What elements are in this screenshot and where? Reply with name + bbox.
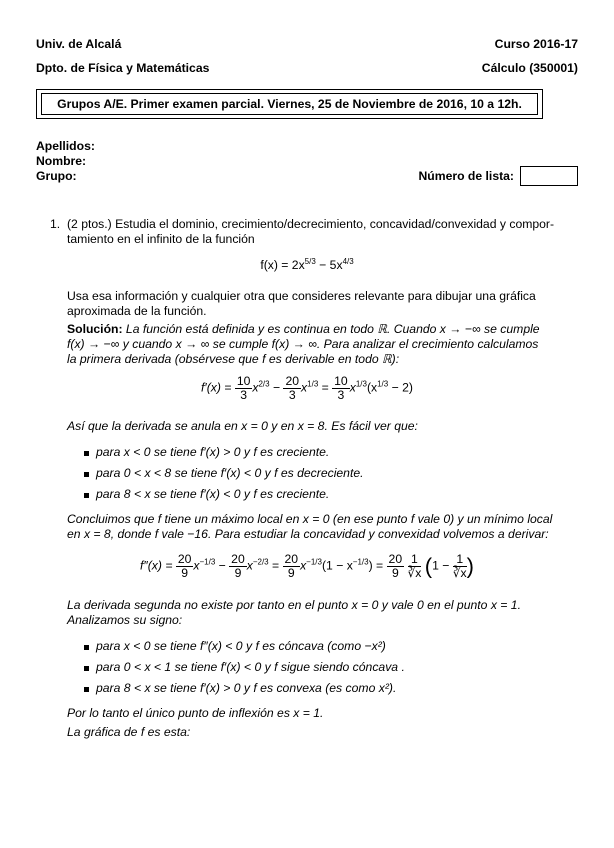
deriv2-lhs: f″(x) =	[140, 558, 176, 573]
list-number-label: Número de lista:	[418, 169, 514, 183]
bullet-mark	[84, 660, 93, 674]
first-derivative-formula	[0, 375, 614, 402]
deriv2-paren-open: (	[424, 553, 433, 579]
solution-line1	[67, 322, 579, 337]
usa-line1: Usa esa información y cualquier otra que consideres relevante para dibujar una gráfica	[67, 289, 536, 303]
deriv1-t4: (x	[366, 380, 378, 395]
deriv1-frac2	[283, 375, 301, 402]
solution-line3: la primera derivada (obsérvese que f es derivable en todo ℝ):	[67, 352, 400, 366]
function-mid: − 5x	[315, 258, 343, 272]
bullet2-1: para x < 0 se tiene f″(x) < 0 y f es cóncava (como −x²)	[96, 639, 386, 653]
deriv2-frac4-den: 9	[391, 566, 399, 580]
bullet2-2: para 0 < x < 1 se tiene f′(x) < 0 y f sigue siendo cóncava .	[96, 660, 405, 674]
deriv2-frac6-num: 1	[453, 553, 467, 567]
name-label: Nombre:	[36, 154, 87, 168]
deriv2-t3: x	[300, 558, 307, 573]
function-exp2: 4/3	[342, 257, 354, 266]
bullet1-1: para x < 0 se tiene f′(x) > 0 y f es creciente.	[96, 445, 330, 459]
usa-line2: aproximada de la función.	[67, 304, 207, 318]
bullet-mark	[84, 466, 93, 480]
group-label: Grupo:	[36, 169, 77, 183]
deriv1-frac1	[235, 375, 253, 402]
deriv1-frac3-num: 10	[334, 374, 348, 388]
deriv2-paren-close: )	[466, 553, 474, 579]
deriv2-frac4-num: 20	[388, 552, 403, 566]
deriv2-frac2	[229, 553, 247, 580]
deriv2-frac1-den: 9	[181, 566, 188, 580]
deriv2-e4: −1/3	[352, 557, 369, 567]
deriv2-frac5-num: 1	[408, 553, 422, 567]
zero-text: Así que la derivada se anula en x = 0 y en x = 8. Es fácil ver que:	[67, 419, 418, 433]
deriv1-frac3	[332, 375, 350, 402]
deriv2-one-minus: 1 −	[432, 558, 453, 573]
deriv1-t1: x	[252, 380, 259, 395]
second-line2: Analizamos su signo:	[67, 613, 183, 627]
deriv1-frac2-den: 3	[288, 388, 296, 402]
deriv2-e2: −2/3	[252, 557, 269, 567]
subject-name: Cálculo (350001)	[481, 61, 578, 75]
deriv1-minus: −	[269, 380, 284, 395]
bullet1-2: para 0 < x < 8 se tiene f′(x) < 0 y f es decreciente.	[96, 466, 364, 480]
deriv2-frac3-den: 9	[287, 566, 295, 580]
second-derivative-formula	[0, 553, 614, 580]
graph-text: La gráfica de f es esta:	[67, 725, 191, 739]
conclude-line1: Concluimos que f tiene un máximo local en x = 0 (en ese punto f vale 0) y un mínimo local	[67, 512, 553, 526]
deriv2-t1: x	[193, 558, 200, 573]
deriv1-lhs: f′(x) =	[201, 380, 235, 395]
deriv2-frac6-den: ∛x	[452, 566, 467, 580]
deriv2-e1: −1/3	[199, 557, 216, 567]
deriv2-eq: =	[268, 558, 283, 573]
bullet-mark	[84, 445, 93, 459]
solution-line1-text: La función está definida y es continua en todo ℝ. Cuando x → −∞ se cumple	[122, 322, 540, 336]
deriv1-frac2-num: 20	[285, 374, 300, 388]
inflection-text: Por lo tanto el único punto de inflexión es x = 1.	[67, 706, 324, 720]
function-formula	[0, 258, 614, 272]
deriv1-frac1-num: 10	[236, 374, 251, 388]
deriv2-frac2-den: 9	[234, 566, 242, 580]
bullet-mark	[84, 639, 93, 653]
list-number-field[interactable]	[520, 166, 578, 186]
deriv2-frac1-num: 20	[177, 552, 192, 566]
deriv2-frac1	[176, 553, 194, 580]
deriv1-e3: 1/3	[355, 379, 367, 389]
problem-statement-line2: tamiento en el infinito de la función	[67, 232, 255, 246]
deriv1-t5: − 2)	[388, 380, 413, 395]
deriv1-eq: =	[318, 380, 333, 395]
deriv1-e4: 1/3	[377, 379, 389, 389]
deriv2-e3: −1/3	[306, 557, 322, 567]
deriv2-frac4	[387, 553, 405, 580]
conclude-line2: en x = 8, donde f vale −16. Para estudiar la concavidad y convexidad volvemos a derivar:	[67, 527, 549, 541]
surname-label: Apellidos:	[36, 139, 95, 153]
deriv2-frac5-den: ∛x	[407, 566, 422, 580]
solution-line2: f(x) → −∞ y cuando x → ∞ se cumple f(x) → ∞. Para analizar el crecimiento calculamos	[67, 337, 539, 351]
problem-number: 1.	[50, 217, 61, 231]
deriv1-frac3-den: 3	[337, 388, 345, 402]
function-lhs: f(x) = 2x	[260, 258, 305, 272]
deriv1-t3: x	[349, 380, 356, 395]
second-line1: La derivada segunda no existe por tanto en el punto x = 0 y vale 0 en el punto x = 1.	[67, 598, 521, 612]
problem-statement-line1: (2 ptos.) Estudia el dominio, crecimiento/decrecimiento, concavidad/convexidad y compor-	[67, 217, 555, 231]
bullet2-3: para 8 < x se tiene f′(x) > 0 y f es convexa (es como x²).	[96, 681, 397, 695]
department-name: Dpto. de Física y Matemáticas	[36, 61, 210, 75]
deriv2-frac6	[453, 553, 467, 580]
bullet-mark	[84, 487, 93, 501]
exam-title: Grupos A/E. Primer examen parcial. Viernes, 25 de Noviembre de 2016, 10 a 12h.	[41, 93, 538, 115]
deriv1-e1: 2/3	[258, 379, 270, 389]
deriv2-frac3	[283, 553, 301, 580]
solution-label: Solución:	[67, 322, 123, 336]
deriv2-t2: x	[246, 558, 253, 573]
deriv2-frac3-num: 20	[284, 552, 299, 566]
deriv2-t4: (1 − x	[321, 558, 353, 573]
course-year: Curso 2016-17	[494, 37, 578, 51]
exam-title-box	[36, 89, 543, 119]
function-exp1: 5/3	[304, 257, 316, 266]
deriv1-t2: x	[301, 380, 308, 395]
bullet-mark	[84, 681, 93, 695]
deriv2-frac5	[408, 553, 422, 580]
university-name: Univ. de Alcalá	[36, 37, 122, 51]
bullet1-3: para 8 < x se tiene f′(x) < 0 y f es creciente.	[96, 487, 330, 501]
deriv2-minus: −	[215, 558, 230, 573]
deriv1-frac1-den: 3	[240, 388, 247, 402]
deriv2-t5: ) =	[368, 558, 387, 573]
deriv1-e2: 1/3	[307, 379, 319, 389]
deriv2-frac2-num: 20	[231, 552, 245, 566]
